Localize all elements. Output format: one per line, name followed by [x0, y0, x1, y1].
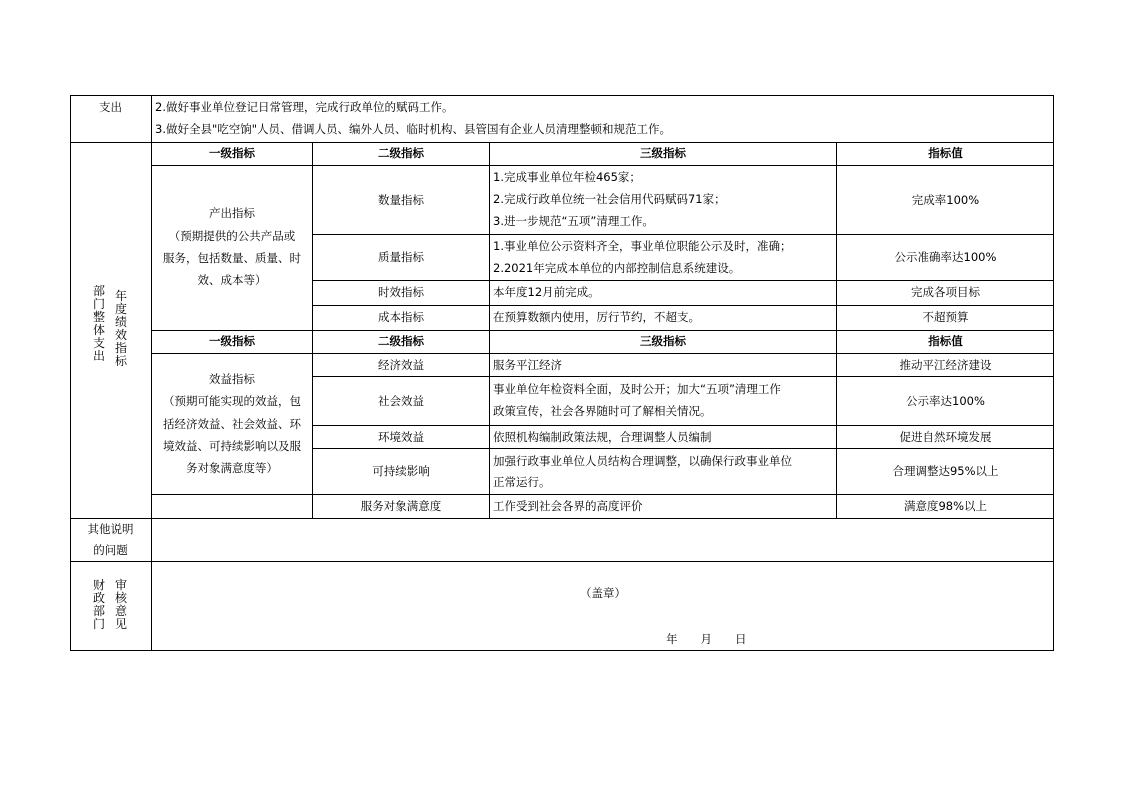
level2-economic: 经济效益 [378, 358, 424, 372]
value-sustainability: 合理调整达95%以上 [892, 464, 999, 478]
level3-environment: 依照机构编制政策法规，合理调整人员编制 [493, 430, 712, 444]
effect-indicator-title: 效益指标 [209, 372, 255, 386]
expense-line-3: 3.做好全县"吃空饷"人员、借调人员、编外人员、临时机构、县管国有企业人员清理整顿和规范工作。 [155, 122, 672, 136]
level3-quality-line: 2.2021年完成本单位的内部控制信息系统建设。 [493, 261, 741, 275]
level2-quantity: 数量指标 [378, 193, 424, 207]
value-satisfaction: 满意度98%以上 [903, 499, 988, 513]
finance-dept-label: 财 政 部 门 [92, 578, 105, 631]
level3-cost: 在预算数额内使用，厉行节约，不超支。 [493, 310, 700, 324]
level3-economic: 服务平江经济 [493, 358, 562, 372]
value-economic: 推动平江经济建设 [899, 358, 992, 372]
header-level3: 三级指标 [640, 334, 686, 348]
output-indicator-title: 产出指标 [209, 206, 255, 220]
level2-satisfaction: 服务对象满意度 [360, 499, 442, 513]
level2-cost: 成本指标 [378, 310, 424, 324]
header-level2: 二级指标 [378, 146, 424, 160]
header-value: 指标值 [928, 334, 963, 348]
effect-indicator-desc: 括经济效益、社会效益、环 [163, 417, 301, 431]
output-indicator-desc: （预期提供的公共产品或 [168, 229, 296, 243]
level3-quantity-line: 3.进一步规范“五项”清理工作。 [493, 214, 654, 228]
effect-indicator-desc: （预期可能实现的效益，包 [163, 394, 301, 408]
level3-satisfaction: 工作受到社会各界的高度评价 [493, 499, 643, 513]
value-social: 公示率达100% [906, 394, 985, 408]
value-quality: 公示准确率达100% [894, 250, 997, 264]
header-level1: 一级指标 [209, 334, 255, 348]
expense-label: 支出 [99, 100, 122, 114]
value-cost: 不超预算 [922, 310, 969, 324]
expense-line-2: 2.做好事业单位登记日常管理，完成行政单位的赋码工作。 [155, 100, 454, 114]
value-environment: 促进自然环境发展 [899, 430, 992, 444]
level3-social-line: 事业单位年检资料全面，及时公开；加大“五项”清理工作 [493, 382, 781, 396]
header-value: 指标值 [928, 146, 963, 160]
value-timeliness: 完成各项目标 [911, 285, 980, 299]
review-date: 年 月 日 [666, 632, 747, 646]
level2-sustainability: 可持续影响 [372, 464, 430, 478]
level2-quality: 质量指标 [378, 250, 424, 264]
level3-quantity-line: 1.完成事业单位年检465家； [493, 170, 641, 184]
header-level2: 二级指标 [378, 334, 424, 348]
other-notes-label: 的问题 [93, 543, 128, 557]
level2-environment: 环境效益 [378, 430, 424, 444]
header-level3: 三级指标 [640, 146, 686, 160]
value-quantity: 完成率100% [911, 193, 980, 207]
output-indicator-desc: 效、成本等） [197, 273, 267, 287]
effect-indicator-desc: 务对象满意度等） [186, 461, 278, 475]
level3-quantity-line: 2.完成行政单位统一社会信用代码赋码71家； [493, 192, 726, 206]
stamp-placeholder: （盖章） [580, 586, 626, 600]
level3-timeliness: 本年度12月前完成。 [493, 285, 600, 299]
level3-sustainability-line: 正常运行。 [493, 475, 551, 489]
level3-sustainability-line: 加强行政事业单位人员结构合理调整，以确保行政事业单位 [493, 454, 792, 468]
level2-social: 社会效益 [378, 394, 424, 408]
level3-quality-line: 1.事业单位公示资料齐全，事业单位职能公示及时，准确； [493, 239, 792, 253]
other-notes-label: 其他说明 [87, 522, 134, 536]
level2-timeliness: 时效指标 [378, 285, 424, 299]
budget-performance-table [70, 95, 1054, 651]
review-opinion-label: 审 核 意 见 [114, 578, 127, 631]
output-indicator-desc: 服务，包括数量、质量、时 [163, 251, 301, 265]
level3-social-line: 政策宣传，社会各界随时可了解相关情况。 [493, 404, 712, 418]
effect-indicator-desc: 境效益、可持续影响以及服 [163, 439, 301, 453]
dept-overall-expense-label: 部 门 整 体 支 出 [92, 284, 105, 363]
header-level1: 一级指标 [209, 146, 255, 160]
annual-kpi-label: 年 度 绩 效 指 标 [114, 289, 127, 368]
